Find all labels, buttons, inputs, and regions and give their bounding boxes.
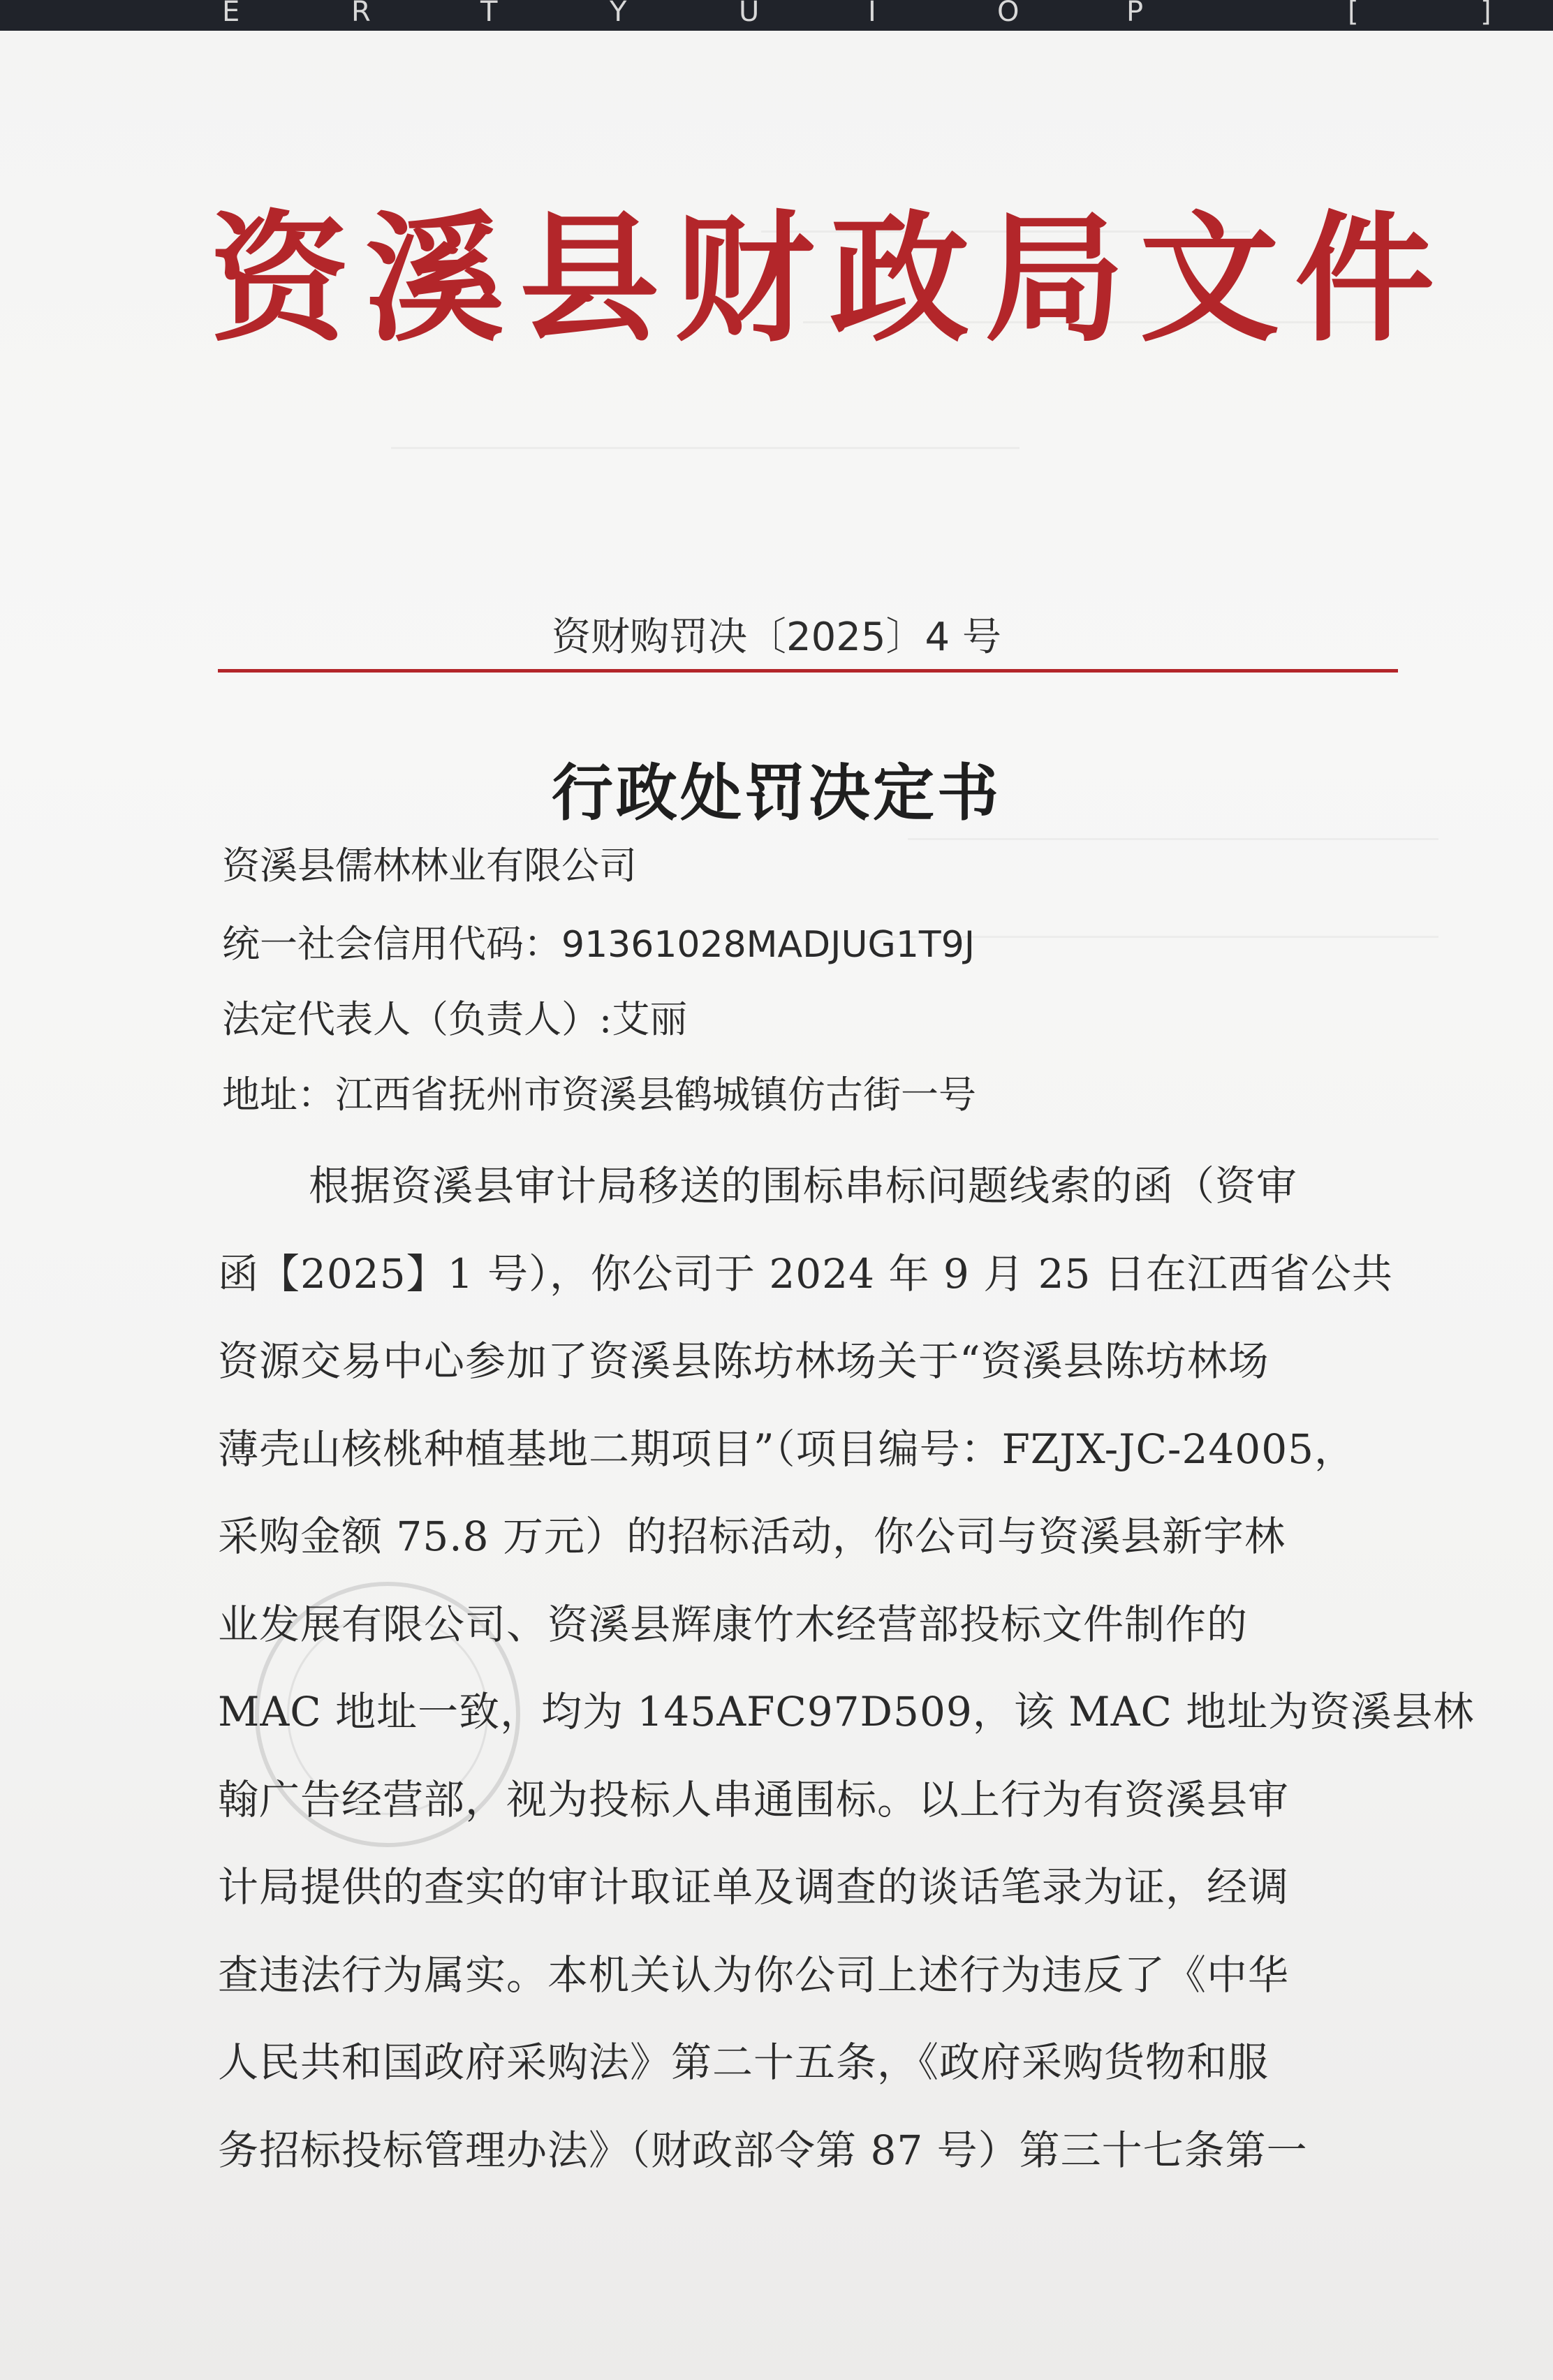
keyboard-key: O: [997, 0, 1020, 28]
red-divider: [218, 669, 1398, 673]
document-number: 资财购罚决〔2025〕4 号: [552, 615, 1001, 660]
body-line: 查违法行为属实。本机关认为你公司上述行为违反了《中华: [218, 1951, 1290, 1999]
keyboard-key: ]: [1480, 0, 1492, 28]
keyboard-key: T: [480, 0, 498, 28]
keyboard-edge: [0, 0, 1553, 31]
body-line: 翰广告经营部，视为投标人串通围标。以上行为有资溪县审: [218, 1775, 1290, 1823]
body-line: 人民共和国政府采购法》第二十五条，《政府采购货物和服: [218, 2039, 1269, 2086]
keyboard-key: [: [1348, 0, 1359, 28]
body-line: 函【2025】1 号），你公司于 2024 年 9 月 25 日在江西省公共: [218, 1249, 1393, 1298]
keyboard-key: P: [1126, 0, 1144, 28]
document-heading: 行政处罚决定书: [551, 756, 1001, 829]
keyboard-key: I: [868, 0, 876, 28]
issuer-title: 资溪县财政局文件: [209, 197, 1450, 361]
body-line: 采购金额 75.8 万元）的招标活动，你公司与资溪县新宇林: [218, 1513, 1286, 1560]
body-line: 务招标投标管理办法》（财政部令第 87 号）第三十七条第一: [218, 2126, 1308, 2174]
body-line: MAC 地址一致，均为 145AFC97D509，该 MAC 地址为资溪县林: [218, 1688, 1475, 1735]
body-text: [218, 1143, 1475, 2194]
keyboard-key: U: [739, 0, 760, 28]
credit-code-line: [222, 922, 975, 967]
keyboard-key: E: [222, 0, 240, 28]
show-through-line: [391, 447, 1020, 449]
recipient-name: 资溪县儒林林业有限公司: [222, 844, 637, 888]
keyboard-key: Y: [610, 0, 627, 28]
body-line: 计局提供的查实的审计取证单及调查的谈话笔录为证，经调: [218, 1863, 1290, 1911]
credit-code-value: 91361028MADJUG1T9J: [561, 924, 976, 966]
body-line: 薄壳山核桃种植基地二期项目”（项目编号：FZJX-JC-24005，: [218, 1425, 1356, 1473]
credit-code-label: 统一社会信用代码：: [222, 922, 561, 966]
show-through-line: [908, 838, 1438, 840]
body-line: 业发展有限公司、资溪县辉康竹木经营部投标文件制作的: [218, 1600, 1249, 1648]
body-line: 资源交易中心参加了资溪县陈坊林场关于“资溪县陈坊林场: [218, 1337, 1269, 1385]
keyboard-key: R: [351, 0, 371, 28]
body-line: 根据资溪县审计局移送的围标串标问题线索的函（资审: [309, 1162, 1298, 1210]
legal-representative: 法定代表人（负责人）:艾丽: [222, 997, 688, 1041]
address-line: 地址：江西省抚州市资溪县鹤城镇仿古街一号: [222, 1073, 976, 1117]
